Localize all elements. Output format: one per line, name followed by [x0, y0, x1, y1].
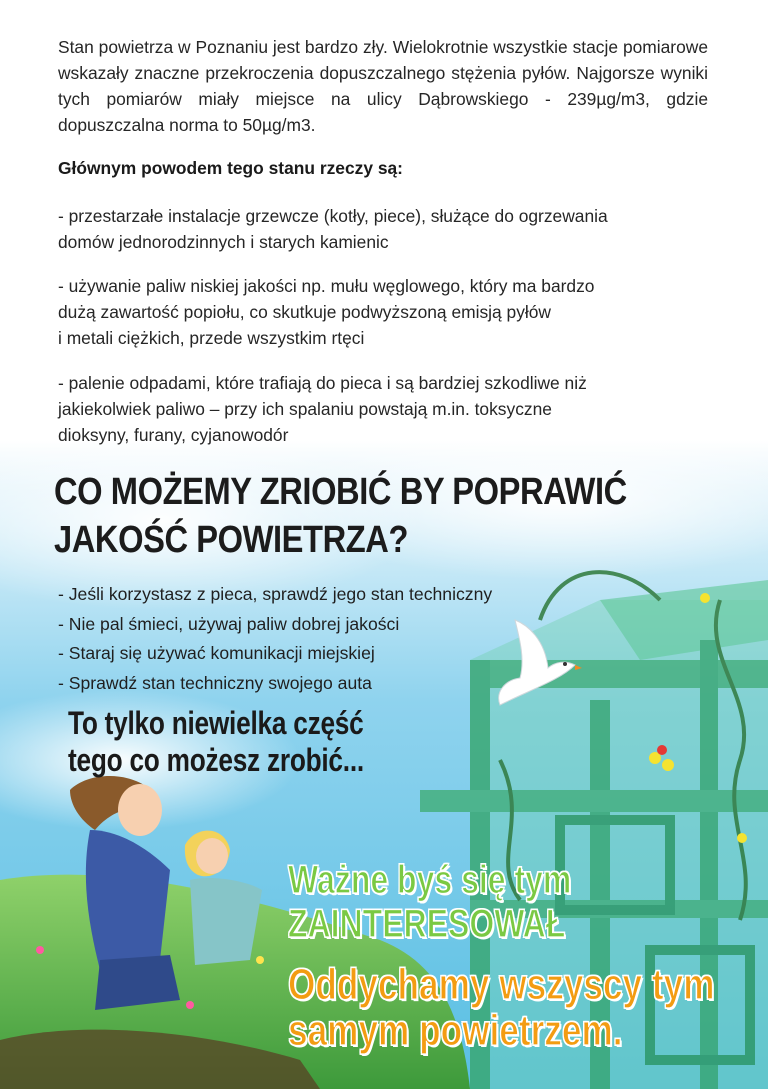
small-part-line: tego co możesz zrobić... — [68, 742, 364, 778]
green-slogan-line: Ważne byś się tym — [288, 858, 572, 902]
reason-item — [58, 203, 718, 255]
small-part-line: To tylko niewielka część — [68, 705, 364, 741]
reason-line: - używanie paliw niskiej jakości np. mułu węglowego, który ma bardzo — [58, 276, 595, 296]
reason-line: - przestarzałe instalacje grzewcze (kotły, piece), służące do ogrzewania — [58, 206, 608, 226]
reason-line: - palenie odpadami, które trafiają do pieca i są bardziej szkodliwe niż — [58, 373, 587, 393]
reason-line: i metali ciężkich, przede wszystkim rtęci — [58, 328, 365, 348]
cta-heading — [54, 468, 656, 564]
green-slogan — [288, 858, 571, 946]
orange-slogan-line: Oddychamy wszyscy tym — [288, 960, 715, 1009]
tip-item: - Staraj się używać komunikacji miejskiej — [58, 643, 375, 663]
reasons-heading: Głównym powodem tego stanu rzeczy są: — [58, 158, 403, 178]
tip-item: - Sprawdź stan techniczny swojego auta — [58, 672, 372, 693]
reason-line: dużą zawartość popiołu, co skutkuje podwyższoną emisją pyłów — [58, 302, 551, 322]
small-part-heading — [68, 705, 364, 779]
tip-item: - Nie pal śmieci, używaj paliw dobrej jakości — [58, 613, 400, 634]
cta-heading-line: CO MOŻEMY ZRIOBIĆ BY POPRAWIĆ — [54, 471, 627, 513]
tips-list — [58, 580, 492, 698]
reason-item — [58, 370, 718, 448]
orange-slogan-line: samym powietrzem. — [288, 1006, 623, 1055]
orange-slogan — [288, 962, 715, 1054]
reason-line: dioksyny, furany, cyjanowodór — [58, 425, 289, 445]
cta-heading-line: JAKOŚĆ POWIETRZA? — [54, 519, 408, 561]
intro-paragraph: Stan powietrza w Poznaniu jest bardzo zły. Wielokrotnie wszystkie stacje pomiarowe wskazały znaczne przekroczenia dopuszczalnego stężenia pyłów. Najgorsze wyniki tych pomiarów miały miejsce na ulicy Dąbrowskiego - 239µg/m3, gdzie dopuszczalna norma to 50µg/m3. — [58, 37, 708, 135]
tip-item: - Jeśli korzystasz z pieca, sprawdź jego stan techniczny — [58, 584, 493, 604]
green-slogan-line: ZAINTERESOWAŁ — [288, 902, 566, 946]
reason-line: domów jednorodzinnych i starych kamienic — [58, 232, 389, 252]
reason-line: jakiekolwiek paliwo – przy ich spalaniu powstają m.in. toksyczne — [58, 399, 552, 419]
reason-item — [58, 273, 718, 351]
